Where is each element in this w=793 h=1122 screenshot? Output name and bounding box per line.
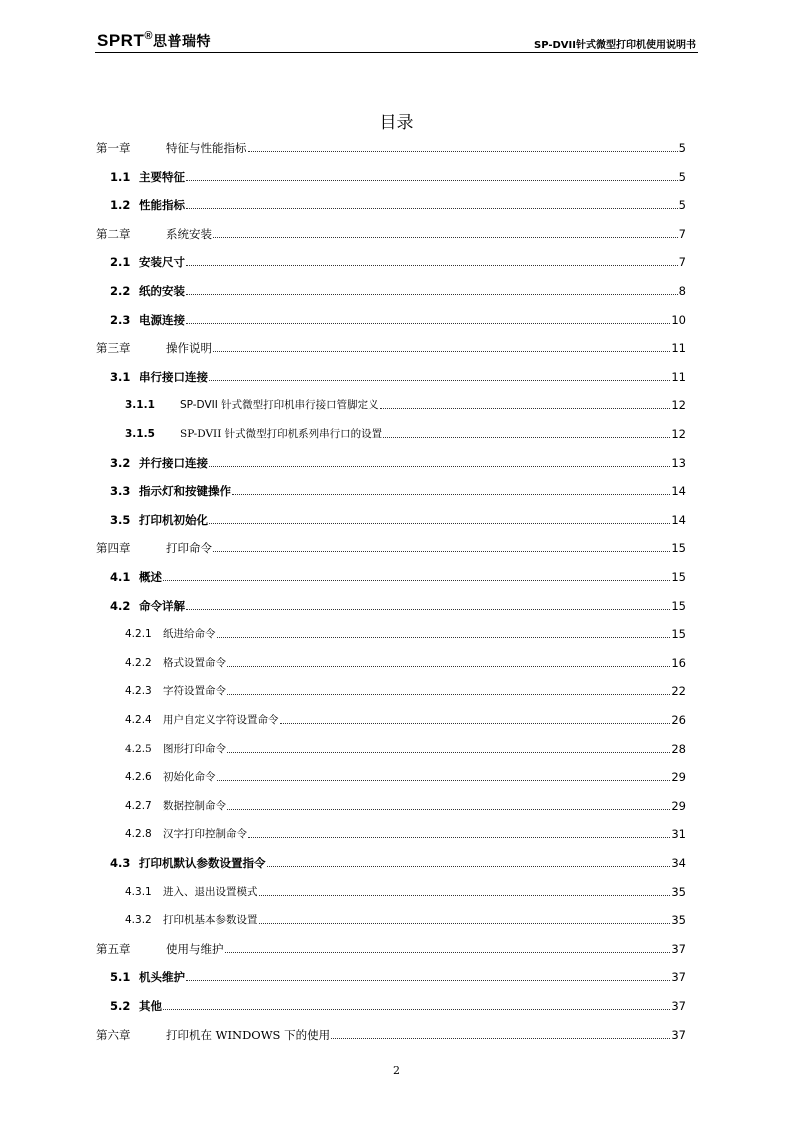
page-header xyxy=(95,30,698,53)
toc-subsection-4-3-1[interactable]: 4.3.1 进入、退出设置模式 35 xyxy=(125,884,686,899)
document-title: SP-DVII针式微型打印机使用说明书 xyxy=(534,40,696,51)
toc-section-1-2[interactable]: 1.2 性能指标 5 xyxy=(110,198,686,213)
toc-chapter-4[interactable]: 第四章 打印命令 15 xyxy=(96,541,686,556)
toc-chapter-3[interactable]: 第三章 操作说明 11 xyxy=(96,341,686,356)
toc-subsection-4-2-8[interactable]: 4.2.8 汉字打印控制命令 31 xyxy=(125,827,686,842)
toc-title: 目录 xyxy=(379,113,414,133)
toc-chapter-6[interactable]: 第六章 打印机在 WINDOWS 下的使用 37 xyxy=(96,1027,686,1042)
toc-section-3-2[interactable]: 3.2 并行接口连接 13 xyxy=(110,455,686,470)
toc-subsection-3-1-5[interactable]: 3.1.5 SP-DVII 针式微型打印机系列串行口的设置 12 xyxy=(125,427,686,441)
toc-section-3-5[interactable]: 3.5 打印机初始化 14 xyxy=(110,512,686,527)
brand-latin: SPRT xyxy=(97,31,145,50)
toc-section-5-1[interactable]: 5.1 机头维护 37 xyxy=(110,970,686,985)
toc-subsection-3-1-1[interactable]: 3.1.1 SP-DVII 针式微型打印机串行接口管脚定义 12 xyxy=(125,398,686,413)
page-number: 2 xyxy=(393,1064,400,1077)
toc-subsection-4-3-2[interactable]: 4.3.2 打印机基本参数设置 35 xyxy=(125,913,686,928)
toc-section-2-3[interactable]: 2.3 电源连接 10 xyxy=(110,312,686,327)
toc-section-5-2[interactable]: 5.2 其他 37 xyxy=(110,999,686,1013)
toc-section-3-1[interactable]: 3.1 串行接口连接 11 xyxy=(110,369,686,384)
brand-chinese: 思普瑞特 xyxy=(152,34,211,50)
toc-chapter-1[interactable]: 第一章 特征与性能指标 5 xyxy=(96,141,686,155)
toc-chapter-2[interactable]: 第二章 系统安装 7 xyxy=(96,226,686,241)
toc-section-4-2[interactable]: 4.2 命令详解 15 xyxy=(110,598,686,613)
toc-section-2-2[interactable]: 2.2 纸的安装 8 xyxy=(110,284,686,298)
registered-mark: ® xyxy=(144,30,153,42)
toc-subsection-4-2-3[interactable]: 4.2.3 字符设置命令 22 xyxy=(125,684,686,699)
toc-subsection-4-2-2[interactable]: 4.2.2 格式设置命令 16 xyxy=(125,655,686,670)
toc-chapter-5[interactable]: 第五章 使用与维护 37 xyxy=(96,941,686,956)
toc-section-3-3[interactable]: 3.3 指示灯和按键操作 14 xyxy=(110,484,686,499)
toc-subsection-4-2-6[interactable]: 4.2.6 初始化命令 29 xyxy=(125,770,686,785)
toc-section-1-1[interactable]: 1.1 主要特征 5 xyxy=(110,169,686,184)
brand-logo xyxy=(97,31,211,51)
toc-subsection-4-2-7[interactable]: 4.2.7 数据控制命令 29 xyxy=(125,798,686,813)
toc-section-4-3[interactable]: 4.3 打印机默认参数设置指令 34 xyxy=(110,856,686,870)
toc-subsection-4-2-4[interactable]: 4.2.4 用户自定义字符设置命令 26 xyxy=(125,713,686,727)
toc-subsection-4-2-1[interactable]: 4.2.1 纸进给命令 15 xyxy=(125,627,686,642)
toc-section-2-1[interactable]: 2.1 安装尺寸 7 xyxy=(110,255,686,270)
toc-section-4-1[interactable]: 4.1 概述 15 xyxy=(110,570,686,584)
toc-subsection-4-2-5[interactable]: 4.2.5 图形打印命令 28 xyxy=(125,741,686,756)
